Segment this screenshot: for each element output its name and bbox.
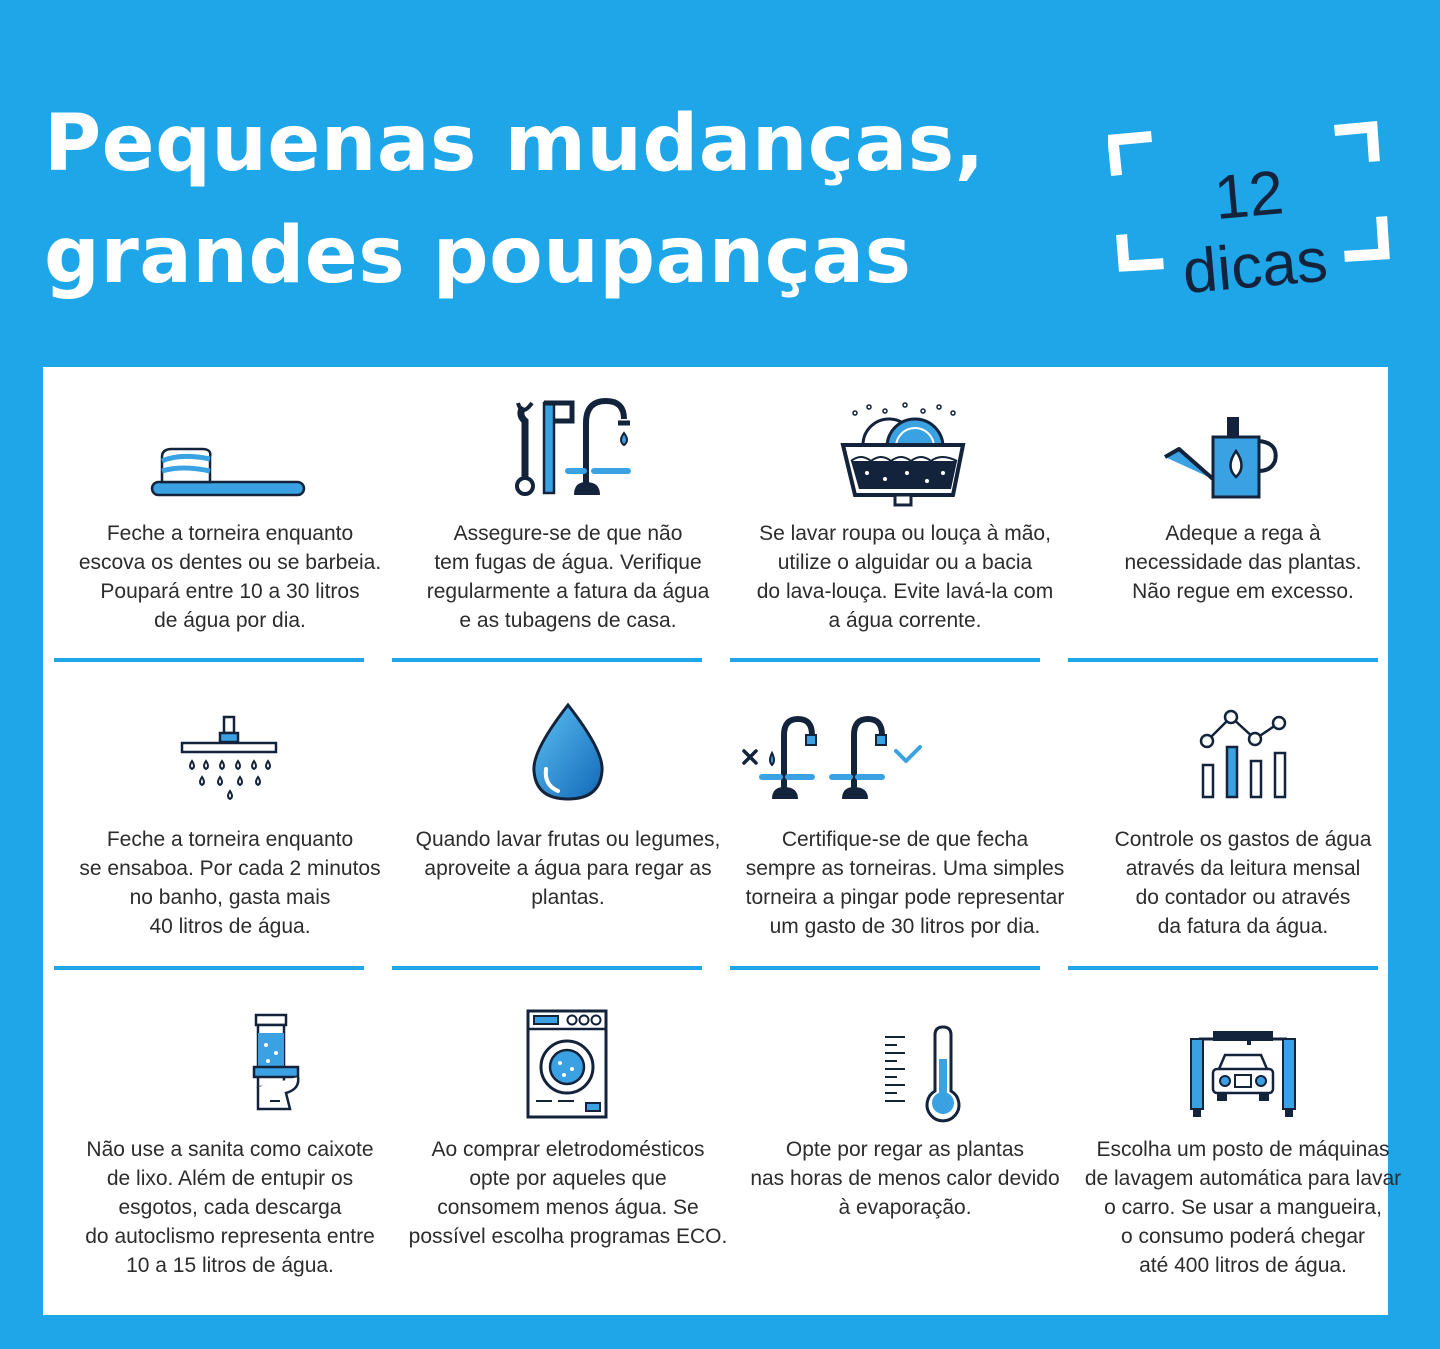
toothbrush-icon	[61, 387, 399, 512]
usage-chart-icon	[1074, 695, 1412, 820]
water-drop-icon	[399, 695, 737, 820]
page-title	[44, 88, 985, 312]
washing-machine-icon	[399, 1005, 737, 1130]
row-divider	[1068, 966, 1378, 970]
row-divider	[1068, 658, 1378, 662]
row-divider	[730, 658, 1040, 662]
tip-text: Opte por regar as plantas nas horas de menos calor devido à evaporação.	[750, 1138, 1060, 1219]
tip-text: Certifique-se de que fecha sempre as torneiras. Uma simples torneira a pingar pode representar um gasto de 30 litros por dia.	[745, 828, 1065, 938]
row-divider	[54, 658, 364, 662]
dripping-tap-icon	[736, 695, 1074, 820]
tip-text: Feche a torneira enquanto se ensaboa. Por cada 2 minutos no banho, gasta mais 40 litros de água.	[79, 828, 381, 938]
tools-faucet-icon	[399, 387, 737, 512]
toilet-icon	[61, 1005, 399, 1130]
title-line-2: grandes poupanças	[44, 211, 912, 301]
row-divider	[730, 966, 1040, 970]
tips-count-badge	[1108, 118, 1390, 308]
dish-basin-icon	[736, 387, 1074, 512]
car-wash-icon	[1074, 1005, 1412, 1130]
tip-text: Controle os gastos de água através da leitura mensal do contador ou através da fatura da água.	[1114, 828, 1372, 938]
shower-icon	[61, 695, 399, 820]
row-divider	[54, 966, 364, 970]
tip-text: Feche a torneira enquanto escova os dentes ou se barbeia. Poupará entre 10 a 30 litros de água por dia.	[78, 522, 382, 632]
tip-text: Se lavar roupa ou louça à mão, utilize o alguidar ou a bacia do lava-louça. Evite lavá-la com a água corrente.	[756, 522, 1054, 632]
tip-text: Não use a sanita como caixote de lixo. Além de entupir os esgotos, cada descarga do autoclismo representa entre 10 a 15 litros de água.	[85, 1138, 375, 1277]
tip-text: Escolha um posto de máquinas de lavagem automática para lavar o carro. Se usar a mangueira, o consumo poderá chegar até 400 litros de água.	[1084, 1138, 1402, 1277]
thermometer-icon	[736, 1005, 1074, 1130]
tip-text: Assegure-se de que não tem fugas de água. Verifique regularmente a fatura da água e as tubagens de casa.	[426, 522, 710, 632]
tip-text: Quando lavar frutas ou legumes, aproveite a água para regar as plantas.	[415, 828, 721, 909]
row-divider	[392, 658, 702, 662]
title-line-1: Pequenas mudanças,	[44, 99, 985, 189]
tip-text: Adeque a rega à necessidade das plantas. Não regue em excesso.	[1124, 522, 1362, 603]
row-divider	[392, 966, 702, 970]
badge-label: 12 dicas	[1179, 158, 1331, 308]
watering-can-icon	[1074, 387, 1412, 512]
tips-panel	[43, 367, 1402, 1315]
tip-text: Ao comprar eletrodomésticos opte por aqueles que consomem menos água. Se possível escolha programas ECO.	[408, 1138, 728, 1248]
